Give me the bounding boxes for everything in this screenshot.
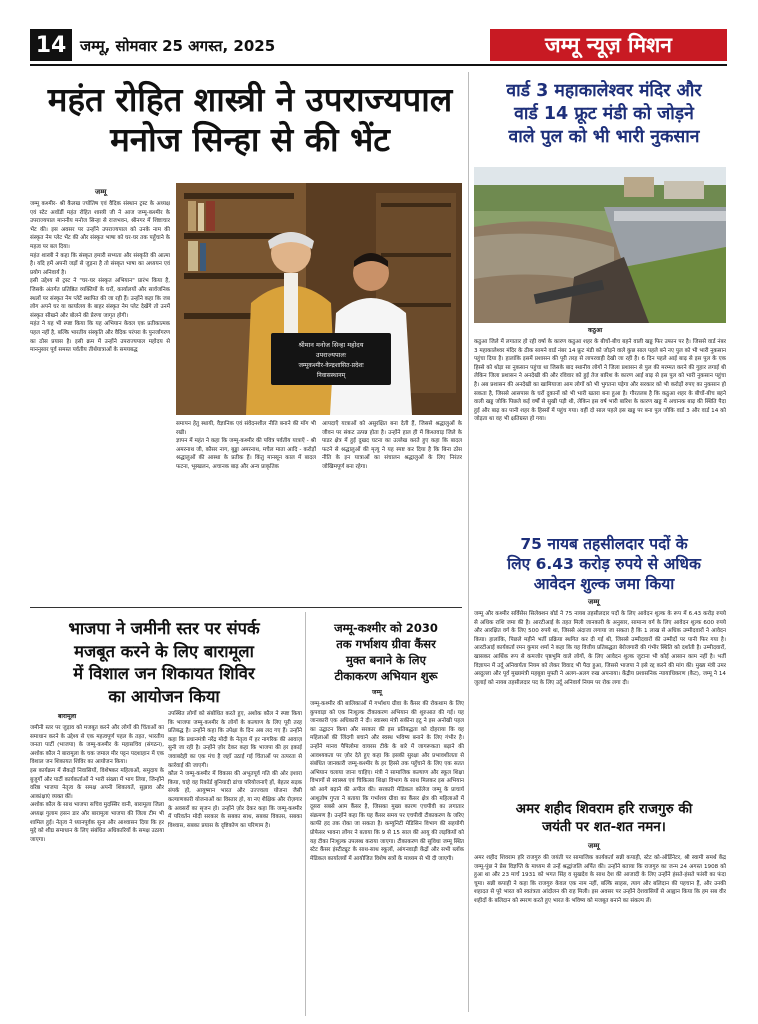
plaque-line3: जम्मूकश्मीर-केन्द्रशासित-प्रदेशः: [298, 362, 364, 369]
story6-byline: जम्मू: [372, 689, 382, 696]
dateline: जम्मू, सोमवार 25 अगस्त, 2025: [80, 37, 276, 55]
section-divider: [30, 607, 462, 608]
story3-headline-line2: लिए 6.43 करोड़ रुपये से अधिक: [507, 555, 701, 573]
story2-headline: [475, 80, 733, 149]
story2-headline-line1: वार्ड 3 महाकालेश्वर मंदिर और: [506, 81, 702, 101]
story1-column-3: आपदाएँ यात्राओं को असुरक्षित बना देती हैं, जिससे श्रद्धालुओं के जीवन पर संकट उत्पन्न होता है। उन्होंने हाल ही में किश्तवाड़ जिले के पाडर क्षेत्र में हुई दुखद घटना का उल्लेख करते हुए कहा कि बादल फटने से श्रद्धालुओं की मृत्यु ने यह स्पष्ट कर दिया है कि बिना ठोस नीति के इन यात्राओं का संचालन श्रद्धालुओं के लिए निरंतर जोखिमपूर्ण बना रहेगा।: [322, 421, 462, 470]
column-divider: [468, 72, 469, 1012]
story4-body: अमर शहीद शिवराम हरि राजगुरु की जयंती पर सामाजिक कार्यकर्ता सन्नी कपाही, स्टेट को-ऑर्डिनेटर, श्री स्वामी समर्थ केंद्र जम्मू-पुंछ ने प्रेस विज्ञप्ति के माध्यम से उन्हें श्रद्धांजलि अर्पित की। उन्होंने बताया कि राजगुरु का जन्म 24 अगस्त 1908 को हुआ था और 23 मार्च 1931 को भगत सिंह व सुखदेव के साथ देश की आजादी के लिए उन्होंने हंसते-हंसते फांसी का फंदा चूमा। सन्नी कपाही ने कहा कि राजगुरु केवल एक नाम नहीं, बल्कि साहस, त्याग और बलिदान की पहचान हैं, और उनकी शहादत से पूरे भारत को स्वतंत्रता आंदोलन की राह मिली। इस अवसर पर उन्होंने देशवासियों से आह्वान किया कि हम सब वीर शहीदों के बलिदान को स्मरण करते हुए भारत के भविष्य को मजबूत बनाने का संकल्प लें।: [474, 855, 726, 904]
story4-headline-line2: जयंती पर शत-शत नमन।: [542, 819, 666, 835]
story5-headline-line2: मजबूत करने के लिए बारामूला: [74, 641, 254, 661]
plaque-line2: उपराज्यपालः: [315, 351, 347, 359]
plaque-line1: श्रीमान मनोज सिन्हा महोदय: [298, 341, 364, 349]
story1-column-1: जम्मू कश्मीर- श्री कैलख ज्योतिष एवं वैदिक संस्थान ट्रस्ट के अध्यक्ष एवं स्टेट अवॉर्डी महंत रोहित शास्त्री जी ने आज जम्मू-कश्मीर के उपराज्यपाल माननीय मनोज सिन्हा से राजभवन, श्रीनगर में शिष्टाचार भेंट की। इस अवसर पर उन्होंने उपराज्यपाल को उनके नाम की संस्कृत नेम प्लेट भेंट की और संस्कृत भाषा को घर-घर तक पहुँचाने के महत्व पर बल दिया। महंत शास्त्री ने कहा कि संस्कृत हमारी सभ्यता और संस्कृति की आत्मा है। यदि हमें अपनी जड़ों से जुड़ना है तो संस्कृत भाषा का अध्ययन एवं प्रयोग अनिवार्य है। इसी उद्देश्य से ट्रस्ट ने "घर-घर संस्कृत अभियान" प्रारंभ किया है, जिसके अंतर्गत प्रतिष्ठित व्यक्तियों के घरों, कार्यालयों और सार्वजनिक स्थलों पर संस्कृत नेम प्लेटें स्थापित की जा रही हैं। उन्होंने कहा कि जब लोग अपने घर या कार्यालय के बाहर संस्कृत नेम प्लेट देखेंगे तो उनमें संस्कृत सीखने और बोलने की प्रेरणा जागृत होगी। महंत ने यह भी स्पष्ट किया कि यह अभियान केवल एक प्रतीकात्मक पहल नहीं है, बल्कि भारतीय संस्कृति और वैदिक परंपरा के पुनर्जागरण का ठोस प्रयास है। इसी क्रम में उन्होंने उपराज्यपाल महोदय से माननुसार पूर्व समस्त पर्वतीय तीर्थयात्राओं के समयबद्ध: [30, 201, 170, 354]
story3-body: जम्मू और कश्मीर सर्विसेस सिलेक्शन बोर्ड ने 75 नायब तहसीलदार पदों के लिए आवेदन शुल्क के रूप में 6.43 करोड़ रुपये से अधिक राशि जमा की है। आरटीआई के तहत मिली जानकारी के अनुसार, सामान्य वर्ग के लिए आवेदन शुल्क 600 रुपये और आरक्षित वर्ग के लिए 500 रुपये था, जिससे अंदाजा लगाया जा सकता है कि 1 लाख से अधिक उम्मीदवारों ने आवेदन किया। हालांकि, पिछले महीने भर्ती प्रक्रिया स्थगित कर दी गई थी, जिससे उम्मीदवारों की उम्मीदों पर पानी फिर गया है। आरटीआई कार्यकर्ता रमन कुमार शर्मा ने कहा कि यह वित्तीय प्रतिबद्धता बेरोजगारी की गंभीर स्थिति को दर्शाती है। उम्मीदवारों, खासकर आर्थिक रूप से कमजोर पृष्ठभूमि वाले लोगों, के लिए आवेदन शुल्क जुटाना भी कोई आसान काम नहीं है। भर्ती विज्ञापन में उर्दू अनिवार्यता नियम को लेकर विवाद भी पैदा हुआ, जिससे भाजपा ने इसे रद्द करने की मांग की। मुख्य मंत्री उमर अब्दुल्ला और पूर्व मुख्यमंत्री महबूबा मुफ्ती ने अलग-अलग रुख अपनाया। केंद्रीय प्रशासनिक न्यायाधिकरण (कैट), जम्मू ने 14 जुलाई को नायब तहसीलदार पद के लिए उर्दू अनिवार्य नियम पर रोक लगा दी।: [474, 611, 726, 686]
story1-photo: [176, 183, 462, 415]
story5-headline-line4: का आयोजन किया: [108, 686, 220, 706]
story3-headline-line3: आवेदन शुल्क जमा किया: [533, 575, 675, 593]
story1-headline-line2: मनोज सिन्हा से की भेंट: [110, 120, 390, 159]
story5-column-2: उपस्थित लोगों को संबोधित करते हुए, अशोक कौल ने स्पष्ट किया कि भाजपा जम्मू-कश्मीर के लोगों के कल्याण के लिए पूरी तरह प्रतिबद्ध है। उन्होंने कहा कि उपेक्षा के दिन अब लद गए हैं। उन्होंने कहा कि प्रधानमंत्री नरेंद्र मोदी के नेतृत्व में हर नागरिक की आवाज़ सुनी जा रही है। उन्होंने ज़ोर देकर कहा कि भाजपा की हर इकाई जवाबदेही का एक मंच है जहाँ उठाई गई चिंताओं पर तत्परता से कार्रवाई की जाएगी। कौल ने जम्मू-कश्मीर में विकास की अभूतपूर्व गति की ओर इशारा किया, चाहे वह रिकॉर्ड बुनियादी ढांचा परियोजनाएँ हों, बेहतर सड़क संपर्क हो, आयुष्मान भारत और उज्ज्वला योजना जैसी कल्याणकारी योजनाओं का विस्तार हो, या नए शैक्षिक और रोज़गार के अवसरों का सृजन हो। उन्होंने ज़ोर देकर कहा कि जम्मू-कश्मीर में परिवर्तन मोदी सरकार के सबका साथ, सबका विकास, सबका विश्वास, सबका प्रयास के दृष्टिकोण का परिणाम है।: [168, 711, 302, 829]
story1-headline-line1: महंत रोहित शास्त्री ने उपराज्यपाल: [47, 80, 453, 119]
story4-byline: जम्मू: [588, 842, 600, 850]
brand-masthead: जम्मू न्यूज़ मिशन: [490, 29, 727, 61]
story6-body: जम्मू-कश्मीर की बालिकाओं में गर्भाशय ग्रीवा के कैंसर की रोकथाम के लिए कुपवाड़ा को एक निःशुल्क टीकाकरण अभियान की शुरुआत की गई। यह जानकारी एक अधिकारी ने दी। स्वास्थ्य मंत्री सकीना इटू ने इस अनोखी पहल का उद्घाटन किया और सरकार की इस प्रतिबद्धता को दोहराया कि वह महिलाओं की जिंदगी बचाने और स्वस्थ भविष्य बनाने के लिए गंभीर है। उन्होंने मानव पैपिलोमा वायरस टीके के बारे में जागरूकता बढ़ाने की आवश्यकता पर ज़ोर देते हुए कहा कि इसकी सुरक्षा और प्रभावशीलता से संबंधित जानकारी जम्मू-कश्मीर के हर हिस्से तक पहुँचाने के लिए एक सतत अभियान चलाया जाना चाहिए। मंत्री ने सामाजिक कल्याण और स्कूल शिक्षा विभागों से स्वास्थ्य एवं चिकित्सा शिक्षा विभाग के साथ मिलकर इस अभियान को आगे बढ़ाने की अपील की। सरकारी मेडिकल कॉलेज जम्मू के प्राचार्य आशुतोष गुप्ता ने बताया कि गर्भाशय ग्रीवा का कैंसर क्षेत्र की महिलाओं में दूसरा सबसे आम कैंसर है, जिसका मुख्य कारण एचपीवी का लगातार संक्रमण है। उन्होंने कहा कि यह कैंसर समय पर एचपीवी टीकाकरण के जरिए काफी हद तक रोका जा सकता है। कम्युनिटी मेडिसिन विभाग की सहयोगी प्रोफेसर भावना लोंगर ने बताया कि 9 से 15 साल की आयु की लड़कियों को यह टीका निःशुल्क उपलब्ध कराया जाएगा। टीकाकरण की सुविधा जम्मू स्थित स्टेट कैंसर इंस्टीट्यूट के साथ-साथ स्कूलों, आंगनवाड़ी केंद्रों और सभी ब्लॉक मेडिकल कार्यालयों में आयोजित विशेष सत्रों के माध्यम से भी दी जाएगी।: [310, 701, 464, 862]
story2-photo-caption: कठुआ: [588, 327, 603, 334]
page-number: 14: [30, 29, 72, 61]
story5-headline-line3: में विशाल जन शिकायत शिविर: [73, 664, 255, 683]
story3-headline: [475, 534, 733, 594]
story6-headline: [308, 620, 464, 684]
story3-byline: जम्मू: [588, 598, 600, 606]
story6-headline-line3: मुक्त बनाने के लिए: [346, 653, 426, 667]
story6-headline-line4: टीकाकरण अभियान शुरू: [334, 669, 438, 683]
story1-byline: जम्मू: [95, 188, 107, 196]
plaque-line4: निवासस्थानम्: [316, 372, 346, 379]
story6-headline-line1: जम्मू-कश्मीर को 2030: [334, 621, 438, 635]
story2-headline-line3: वाले पुल को भी भारी नुकसान: [508, 127, 700, 147]
story5-headline-line1: भाजपा ने जमीनी स्तर पर संपर्क: [68, 619, 260, 638]
story5-column-1: जमीनी स्तर पर जुड़ाव को मजबूत करने और लोगों की चिंताओं का समाधान करने के उद्देश्य से एक महत्वपूर्ण पहल के तहत, भारतीय जनता पार्टी (भाजपा) के जम्मू-कश्मीर के महासचिव (संगठन), अशोक कौल ने बारामूला के चक जमाल मीर पट्टन पदशाहान में एक विशाल जन शिकायत शिविर का आयोजन किया। इस कार्यक्रम में सैकड़ों निवासियों, विशेषकर महिलाओं, समुदाय के बुजुर्गों और पार्टी कार्यकर्ताओं ने भारी संख्या में भाग लिया, जिन्होंने वरिष्ठ भाजपा नेतृत्व के समक्ष अपनी शिकायतें, सुझाव और आकांक्षाएं व्यक्त कीं। अशोक कौल के साथ भाजपा सचिव मुदस्सिर वानी, बारामूला जिला अध्यक्ष गुलाम हसन डार और बारामूला भाजपा की जिला टीम भी शामिल हुई। नेतृत्व ने ध्यानपूर्वक सुना और आश्वासन दिया कि हर मुद्दे को शीघ्र समाधान के लिए संबंधित अधिकारियों के समक्ष उठाया जाएगा।: [30, 725, 164, 843]
story2-photo-illustration: [474, 167, 726, 323]
story1-headline: [30, 80, 470, 160]
story2-photo: [474, 167, 726, 323]
story5-headline: [28, 618, 300, 708]
story1-column-2: समापन हेतु स्थायी, वैज्ञानिक एवं संवेदनशील नीति बनाने की माँग भी रखी। ज्ञापन में महंत ने कहा कि जम्मू-कश्मीर की पवित्र पर्वतीय यात्राएँ - श्री अमरनाथ जी, कौसर नाग, बुड्ढा अमरनाथ, मचैल माता आदि - करोड़ों श्रद्धालुओं की आस्था के प्रतीक हैं। किंतु मानसून काल में बादल फटना, भूस्खलन, अचानक बाढ़ और अन्य प्राकृतिक: [176, 421, 316, 470]
column-divider-lower: [305, 612, 306, 1016]
story2-body: कठुआ जिले में लगातार हो रही वर्षा के कारण कठुआ शहर के बीचों-बीच बहने वाली खड्ड फिर उफान पर है। जिससे वार्ड नंबर 3 महाकालेश्वर मंदिर के ठीक सामने वार्ड नंबर 14 फ्रूट मंडी को जोड़ने वाले कुछ साल पहले बने नए पुल को भी भारी नुकसान पहुंचा दिया है। हालांकि इसमें प्रशासन की पूरी तरह से लापरवाही देखी जा रही है। 6 दिन पहले आई बाढ़ से इस पुल के एक हिस्से को थोड़ा सा नुकसान पहुंचा था जिसके बाद स्थानीय लोगों ने जिला प्रशासन से पुल की मरम्मत करने की गुहार लगाई थी लेकिन जिला प्रशासन ने अनदेखी की और रविवार को हुई तेज बारिश के कारण आई बाढ़ से इस पुल को भारी नुकसान पहुंचा है। अब प्रशासन की अनदेखी का खामियाजा आम लोगों को भी भुगतना पड़ेगा और सरकार को भी करोड़ों रुपए का नुकसान हो सकता है, जिससे आसपास के घरों दुकानों को भी भारी खतरा बना हुआ है। गौरतलब है कि कठुआ शहर के बीचों-बीच बहने वाली खड्ड जोकि पिछले कई वर्षों से सुखी पड़ी थी, लेकिन इस वर्ष भारी बारिश के कारण खड्ड में अचानक बाढ़ की स्थिति पैदा हुई और बाढ़ का पानी शहर के हिस्सों में पहुंच गया। वहीं दो साल पहले इस खड्ड पर बना पुल जोकि वार्ड 3 और वार्ड 14 को जोड़ता था वह भी क्षतिग्रस्त हो गया।: [474, 339, 726, 423]
story5-byline: बारामूला: [58, 713, 77, 720]
header-rule: [30, 64, 727, 66]
story3-headline-line1: 75 नायब तहसीलदार पदों के: [520, 535, 688, 553]
story2-headline-line2: वार्ड 14 फ्रूट मंडी को जोड़ने: [514, 104, 694, 124]
story4-headline-line1: अमर शहीद शिवराम हरि राजगुरु की: [515, 801, 693, 817]
story1-photo-illustration: [176, 183, 462, 415]
story4-headline: [475, 800, 733, 836]
story6-headline-line2: तक गर्भाशय ग्रीवा कैंसर: [336, 637, 436, 651]
